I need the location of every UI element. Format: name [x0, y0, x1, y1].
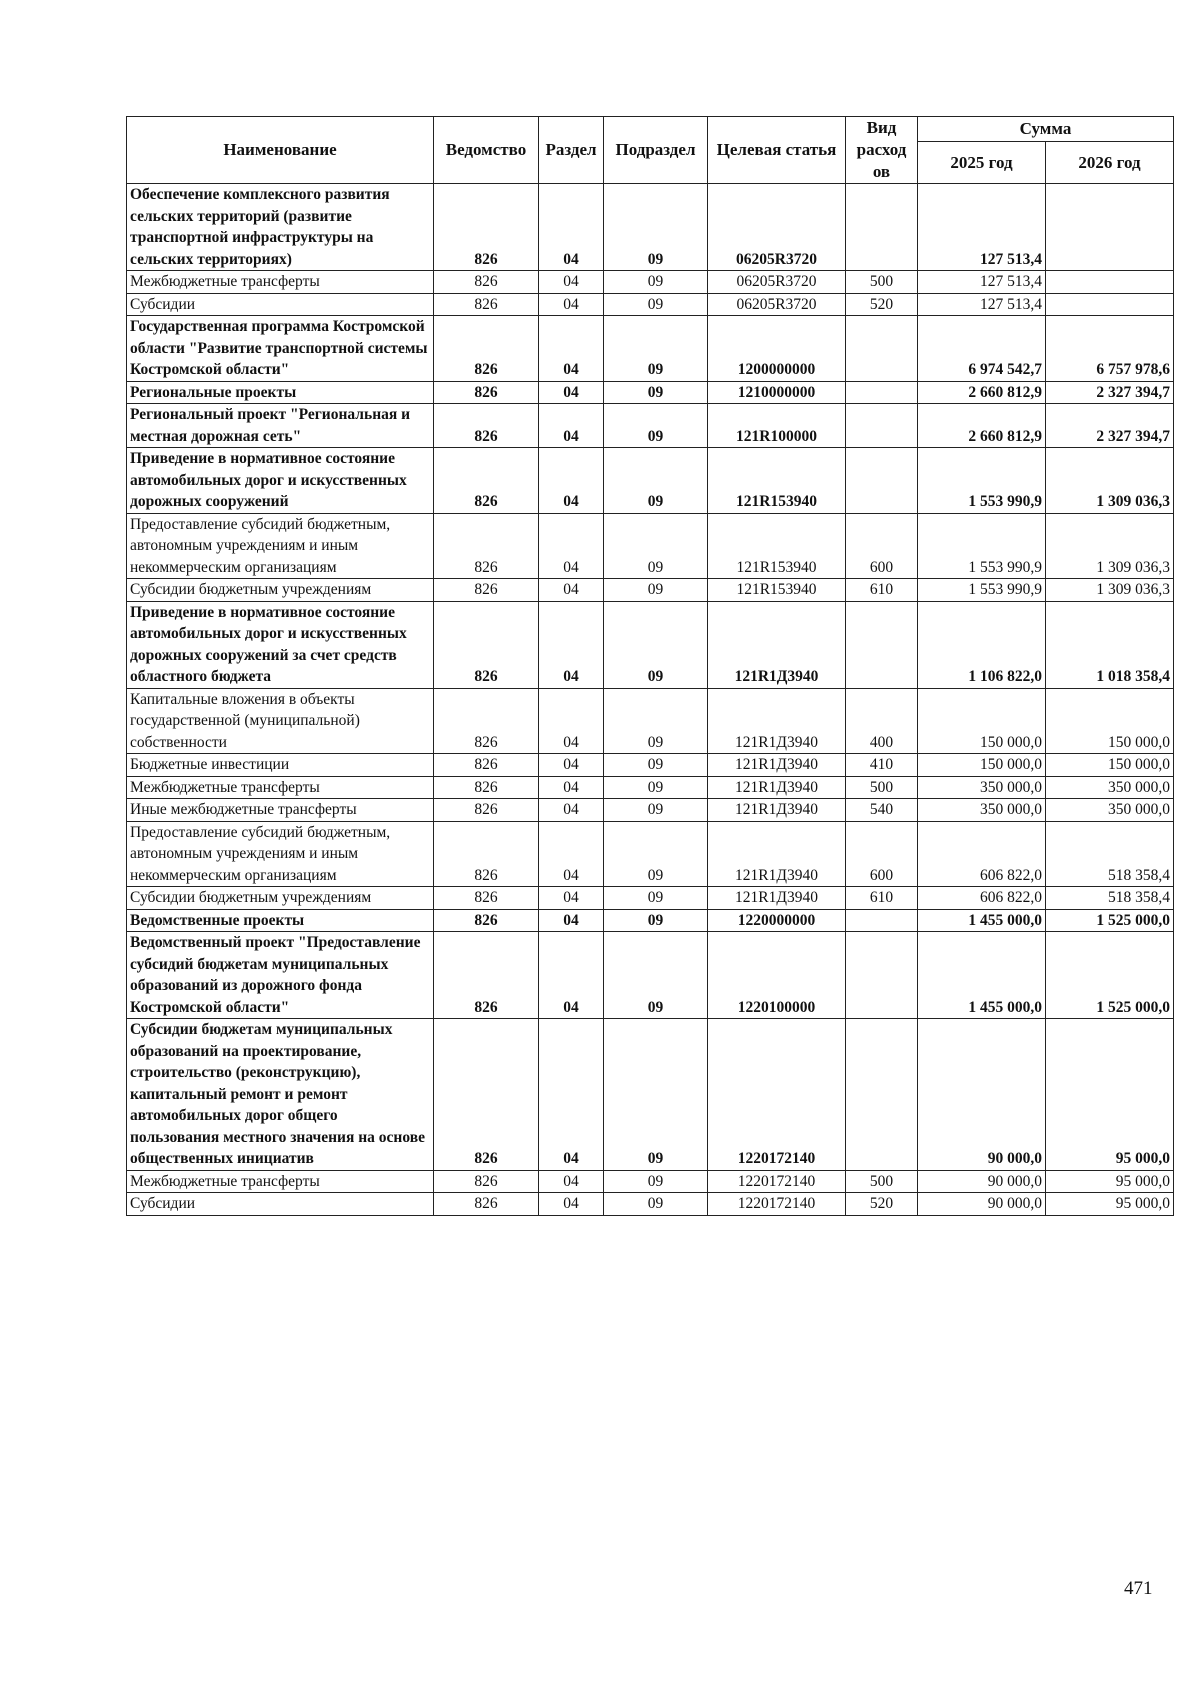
cell-tselevaya-statya: 1220172140 [708, 1170, 846, 1193]
cell-sum-2025: 1 106 822,0 [918, 601, 1046, 688]
cell-name: Межбюджетные трансферты [127, 271, 434, 294]
cell-sum-2026: 95 000,0 [1046, 1019, 1174, 1171]
cell-name: Бюджетные инвестиции [127, 754, 434, 777]
cell-name: Региональный проект "Региональная и местная дорожная сеть" [127, 404, 434, 448]
cell-razdel: 04 [539, 754, 604, 777]
cell-name: Предоставление субсидий бюджетным, автономным учреждениям и иным некоммерческим организациям [127, 513, 434, 579]
cell-vedomstvo: 826 [434, 316, 539, 382]
cell-name: Субсидии [127, 1193, 434, 1216]
table-row [127, 932, 1174, 1019]
cell-razdel: 04 [539, 381, 604, 404]
cell-razdel: 04 [539, 1019, 604, 1171]
cell-vid-raskhodov: 400 [846, 688, 918, 754]
table-row [127, 799, 1174, 822]
cell-sum-2026 [1046, 184, 1174, 271]
table-row [127, 754, 1174, 777]
cell-sum-2025: 150 000,0 [918, 688, 1046, 754]
table-row [127, 448, 1174, 514]
cell-podrazdel: 09 [604, 821, 708, 887]
cell-sum-2025: 90 000,0 [918, 1019, 1046, 1171]
cell-sum-2025: 1 455 000,0 [918, 909, 1046, 932]
cell-sum-2026: 2 327 394,7 [1046, 404, 1174, 448]
cell-tselevaya-statya: 1220100000 [708, 932, 846, 1019]
cell-vedomstvo: 826 [434, 776, 539, 799]
cell-podrazdel: 09 [604, 909, 708, 932]
cell-vedomstvo: 826 [434, 513, 539, 579]
header-2025: 2025 год [918, 142, 1046, 184]
cell-podrazdel: 09 [604, 601, 708, 688]
cell-name: Ведомственный проект "Предоставление субсидий бюджетам муниципальных образований из дорожного фонда Костромской области" [127, 932, 434, 1019]
cell-vid-raskhodov [846, 448, 918, 514]
cell-vedomstvo: 826 [434, 1019, 539, 1171]
cell-podrazdel: 09 [604, 316, 708, 382]
cell-sum-2025: 350 000,0 [918, 799, 1046, 822]
cell-name: Предоставление субсидий бюджетным, автономным учреждениям и иным некоммерческим организациям [127, 821, 434, 887]
cell-vedomstvo: 826 [434, 799, 539, 822]
cell-razdel: 04 [539, 799, 604, 822]
cell-podrazdel: 09 [604, 688, 708, 754]
cell-vid-raskhodov: 610 [846, 887, 918, 910]
cell-name: Межбюджетные трансферты [127, 1170, 434, 1193]
cell-name: Межбюджетные трансферты [127, 776, 434, 799]
cell-tselevaya-statya: 06205R3720 [708, 271, 846, 294]
cell-tselevaya-statya: 121R153940 [708, 448, 846, 514]
cell-razdel: 04 [539, 776, 604, 799]
header-podrazdel: Подраздел [604, 117, 708, 184]
cell-tselevaya-statya: 1200000000 [708, 316, 846, 382]
cell-vid-raskhodov [846, 601, 918, 688]
cell-name: Субсидии [127, 293, 434, 316]
cell-name: Региональные проекты [127, 381, 434, 404]
table-row [127, 821, 1174, 887]
cell-vid-raskhodov: 500 [846, 271, 918, 294]
cell-name: Субсидии бюджетам муниципальных образований на проектирование, строительство (реконструкцию), капитальный ремонт и ремонт автомобильных дорог общего пользования местного значения на основе общественных инициатив [127, 1019, 434, 1171]
table-row [127, 909, 1174, 932]
cell-vedomstvo: 826 [434, 1193, 539, 1216]
cell-razdel: 04 [539, 688, 604, 754]
cell-vedomstvo: 826 [434, 887, 539, 910]
cell-sum-2025: 1 553 990,9 [918, 448, 1046, 514]
table-row [127, 404, 1174, 448]
cell-vedomstvo: 826 [434, 932, 539, 1019]
cell-name: Государственная программа Костромской области "Развитие транспортной системы Костромской области" [127, 316, 434, 382]
cell-razdel: 04 [539, 887, 604, 910]
cell-sum-2026: 518 358,4 [1046, 887, 1174, 910]
cell-tselevaya-statya: 1220172140 [708, 1019, 846, 1171]
cell-podrazdel: 09 [604, 799, 708, 822]
cell-sum-2025: 6 974 542,7 [918, 316, 1046, 382]
cell-sum-2026: 1 525 000,0 [1046, 932, 1174, 1019]
cell-sum-2025: 90 000,0 [918, 1193, 1046, 1216]
cell-tselevaya-statya: 121R1Д3940 [708, 887, 846, 910]
cell-sum-2025: 350 000,0 [918, 776, 1046, 799]
table-row [127, 601, 1174, 688]
cell-podrazdel: 09 [604, 184, 708, 271]
cell-razdel: 04 [539, 579, 604, 602]
cell-vid-raskhodov: 600 [846, 821, 918, 887]
cell-razdel: 04 [539, 184, 604, 271]
cell-vid-raskhodov: 610 [846, 579, 918, 602]
table-row [127, 316, 1174, 382]
header-name: Наименование [127, 117, 434, 184]
cell-vedomstvo: 826 [434, 184, 539, 271]
cell-vid-raskhodov [846, 381, 918, 404]
cell-vid-raskhodov [846, 316, 918, 382]
cell-tselevaya-statya: 121R100000 [708, 404, 846, 448]
table-header [127, 117, 1174, 184]
table-row [127, 1170, 1174, 1193]
cell-razdel: 04 [539, 448, 604, 514]
cell-podrazdel: 09 [604, 754, 708, 777]
cell-tselevaya-statya: 06205R3720 [708, 293, 846, 316]
cell-sum-2026: 1 525 000,0 [1046, 909, 1174, 932]
table-row [127, 1019, 1174, 1171]
table-row [127, 293, 1174, 316]
cell-vid-raskhodov: 540 [846, 799, 918, 822]
cell-podrazdel: 09 [604, 1170, 708, 1193]
cell-sum-2025: 1 455 000,0 [918, 932, 1046, 1019]
table-row [127, 184, 1174, 271]
cell-razdel: 04 [539, 601, 604, 688]
cell-podrazdel: 09 [604, 776, 708, 799]
cell-vedomstvo: 826 [434, 448, 539, 514]
cell-vid-raskhodov [846, 932, 918, 1019]
page-number: 471 [1124, 1578, 1153, 1599]
cell-sum-2025: 127 513,4 [918, 184, 1046, 271]
cell-vid-raskhodov: 500 [846, 776, 918, 799]
cell-sum-2026: 350 000,0 [1046, 799, 1174, 822]
cell-name: Обеспечение комплексного развития сельских территорий (развитие транспортной инфраструктуры на сельских территориях) [127, 184, 434, 271]
cell-tselevaya-statya: 121R1Д3940 [708, 688, 846, 754]
cell-sum-2026: 1 309 036,3 [1046, 579, 1174, 602]
table-row [127, 688, 1174, 754]
cell-vedomstvo: 826 [434, 688, 539, 754]
cell-sum-2026: 2 327 394,7 [1046, 381, 1174, 404]
cell-vedomstvo: 826 [434, 821, 539, 887]
cell-razdel: 04 [539, 932, 604, 1019]
cell-tselevaya-statya: 121R1Д3940 [708, 754, 846, 777]
cell-name: Ведомственные проекты [127, 909, 434, 932]
cell-sum-2026: 1 309 036,3 [1046, 513, 1174, 579]
cell-tselevaya-statya: 121R1Д3940 [708, 601, 846, 688]
table-row [127, 1193, 1174, 1216]
cell-tselevaya-statya: 121R1Д3940 [708, 799, 846, 822]
cell-vid-raskhodov [846, 184, 918, 271]
cell-sum-2026: 350 000,0 [1046, 776, 1174, 799]
cell-vedomstvo: 826 [434, 1170, 539, 1193]
cell-sum-2025: 150 000,0 [918, 754, 1046, 777]
cell-vid-raskhodov [846, 404, 918, 448]
cell-sum-2025: 1 553 990,9 [918, 513, 1046, 579]
cell-podrazdel: 09 [604, 271, 708, 294]
table-body [127, 184, 1174, 1216]
cell-tselevaya-statya: 1220000000 [708, 909, 846, 932]
cell-razdel: 04 [539, 1170, 604, 1193]
header-razdel: Раздел [539, 117, 604, 184]
cell-sum-2025: 127 513,4 [918, 271, 1046, 294]
cell-podrazdel: 09 [604, 579, 708, 602]
cell-vedomstvo: 826 [434, 601, 539, 688]
cell-podrazdel: 09 [604, 932, 708, 1019]
cell-sum-2026: 1 018 358,4 [1046, 601, 1174, 688]
cell-podrazdel: 09 [604, 513, 708, 579]
cell-sum-2025: 606 822,0 [918, 887, 1046, 910]
cell-tselevaya-statya: 121R1Д3940 [708, 821, 846, 887]
header-tselevaya-statya: Целевая статья [708, 117, 846, 184]
cell-sum-2026 [1046, 293, 1174, 316]
cell-sum-2025: 606 822,0 [918, 821, 1046, 887]
cell-vedomstvo: 826 [434, 404, 539, 448]
cell-sum-2026: 95 000,0 [1046, 1193, 1174, 1216]
cell-vedomstvo: 826 [434, 381, 539, 404]
table-row [127, 381, 1174, 404]
cell-vedomstvo: 826 [434, 293, 539, 316]
cell-razdel: 04 [539, 271, 604, 294]
cell-vedomstvo: 826 [434, 271, 539, 294]
cell-vid-raskhodov: 520 [846, 293, 918, 316]
cell-sum-2026: 1 309 036,3 [1046, 448, 1174, 514]
cell-tselevaya-statya: 121R1Д3940 [708, 776, 846, 799]
cell-razdel: 04 [539, 293, 604, 316]
header-vedomstvo: Ведомство [434, 117, 539, 184]
cell-vid-raskhodov: 600 [846, 513, 918, 579]
table-row [127, 887, 1174, 910]
cell-name: Субсидии бюджетным учреждениям [127, 579, 434, 602]
cell-sum-2025: 1 553 990,9 [918, 579, 1046, 602]
cell-vedomstvo: 826 [434, 754, 539, 777]
cell-vid-raskhodov: 520 [846, 1193, 918, 1216]
cell-sum-2026: 150 000,0 [1046, 688, 1174, 754]
header-2026: 2026 год [1046, 142, 1174, 184]
cell-sum-2025: 90 000,0 [918, 1170, 1046, 1193]
cell-razdel: 04 [539, 316, 604, 382]
cell-podrazdel: 09 [604, 1193, 708, 1216]
cell-vid-raskhodov [846, 909, 918, 932]
cell-razdel: 04 [539, 821, 604, 887]
cell-name: Капитальные вложения в объекты государственной (муниципальной) собственности [127, 688, 434, 754]
cell-tselevaya-statya: 121R153940 [708, 513, 846, 579]
header-vid-raskhodov: Вид расход ов [846, 117, 918, 184]
cell-name: Субсидии бюджетным учреждениям [127, 887, 434, 910]
cell-sum-2026: 6 757 978,6 [1046, 316, 1174, 382]
table-row [127, 271, 1174, 294]
cell-tselevaya-statya: 06205R3720 [708, 184, 846, 271]
cell-sum-2026: 518 358,4 [1046, 821, 1174, 887]
cell-sum-2026: 95 000,0 [1046, 1170, 1174, 1193]
cell-name: Приведение в нормативное состояние автомобильных дорог и искусственных дорожных сооружений [127, 448, 434, 514]
cell-vedomstvo: 826 [434, 909, 539, 932]
cell-vid-raskhodov: 500 [846, 1170, 918, 1193]
cell-podrazdel: 09 [604, 293, 708, 316]
header-summa: Сумма [918, 117, 1174, 142]
cell-sum-2026 [1046, 271, 1174, 294]
cell-name: Приведение в нормативное состояние автомобильных дорог и искусственных дорожных сооружений за счет средств областного бюджета [127, 601, 434, 688]
cell-tselevaya-statya: 1210000000 [708, 381, 846, 404]
cell-razdel: 04 [539, 404, 604, 448]
cell-tselevaya-statya: 121R153940 [708, 579, 846, 602]
cell-vid-raskhodov: 410 [846, 754, 918, 777]
cell-sum-2025: 2 660 812,9 [918, 381, 1046, 404]
cell-podrazdel: 09 [604, 448, 708, 514]
cell-podrazdel: 09 [604, 404, 708, 448]
cell-vid-raskhodov [846, 1019, 918, 1171]
cell-podrazdel: 09 [604, 887, 708, 910]
cell-razdel: 04 [539, 513, 604, 579]
cell-sum-2025: 2 660 812,9 [918, 404, 1046, 448]
cell-razdel: 04 [539, 1193, 604, 1216]
cell-podrazdel: 09 [604, 381, 708, 404]
table-row [127, 579, 1174, 602]
table-row [127, 513, 1174, 579]
cell-vedomstvo: 826 [434, 579, 539, 602]
budget-table [126, 116, 1174, 1216]
cell-razdel: 04 [539, 909, 604, 932]
cell-tselevaya-statya: 1220172140 [708, 1193, 846, 1216]
cell-name: Иные межбюджетные трансферты [127, 799, 434, 822]
cell-sum-2025: 127 513,4 [918, 293, 1046, 316]
cell-podrazdel: 09 [604, 1019, 708, 1171]
table-row [127, 776, 1174, 799]
cell-sum-2026: 150 000,0 [1046, 754, 1174, 777]
